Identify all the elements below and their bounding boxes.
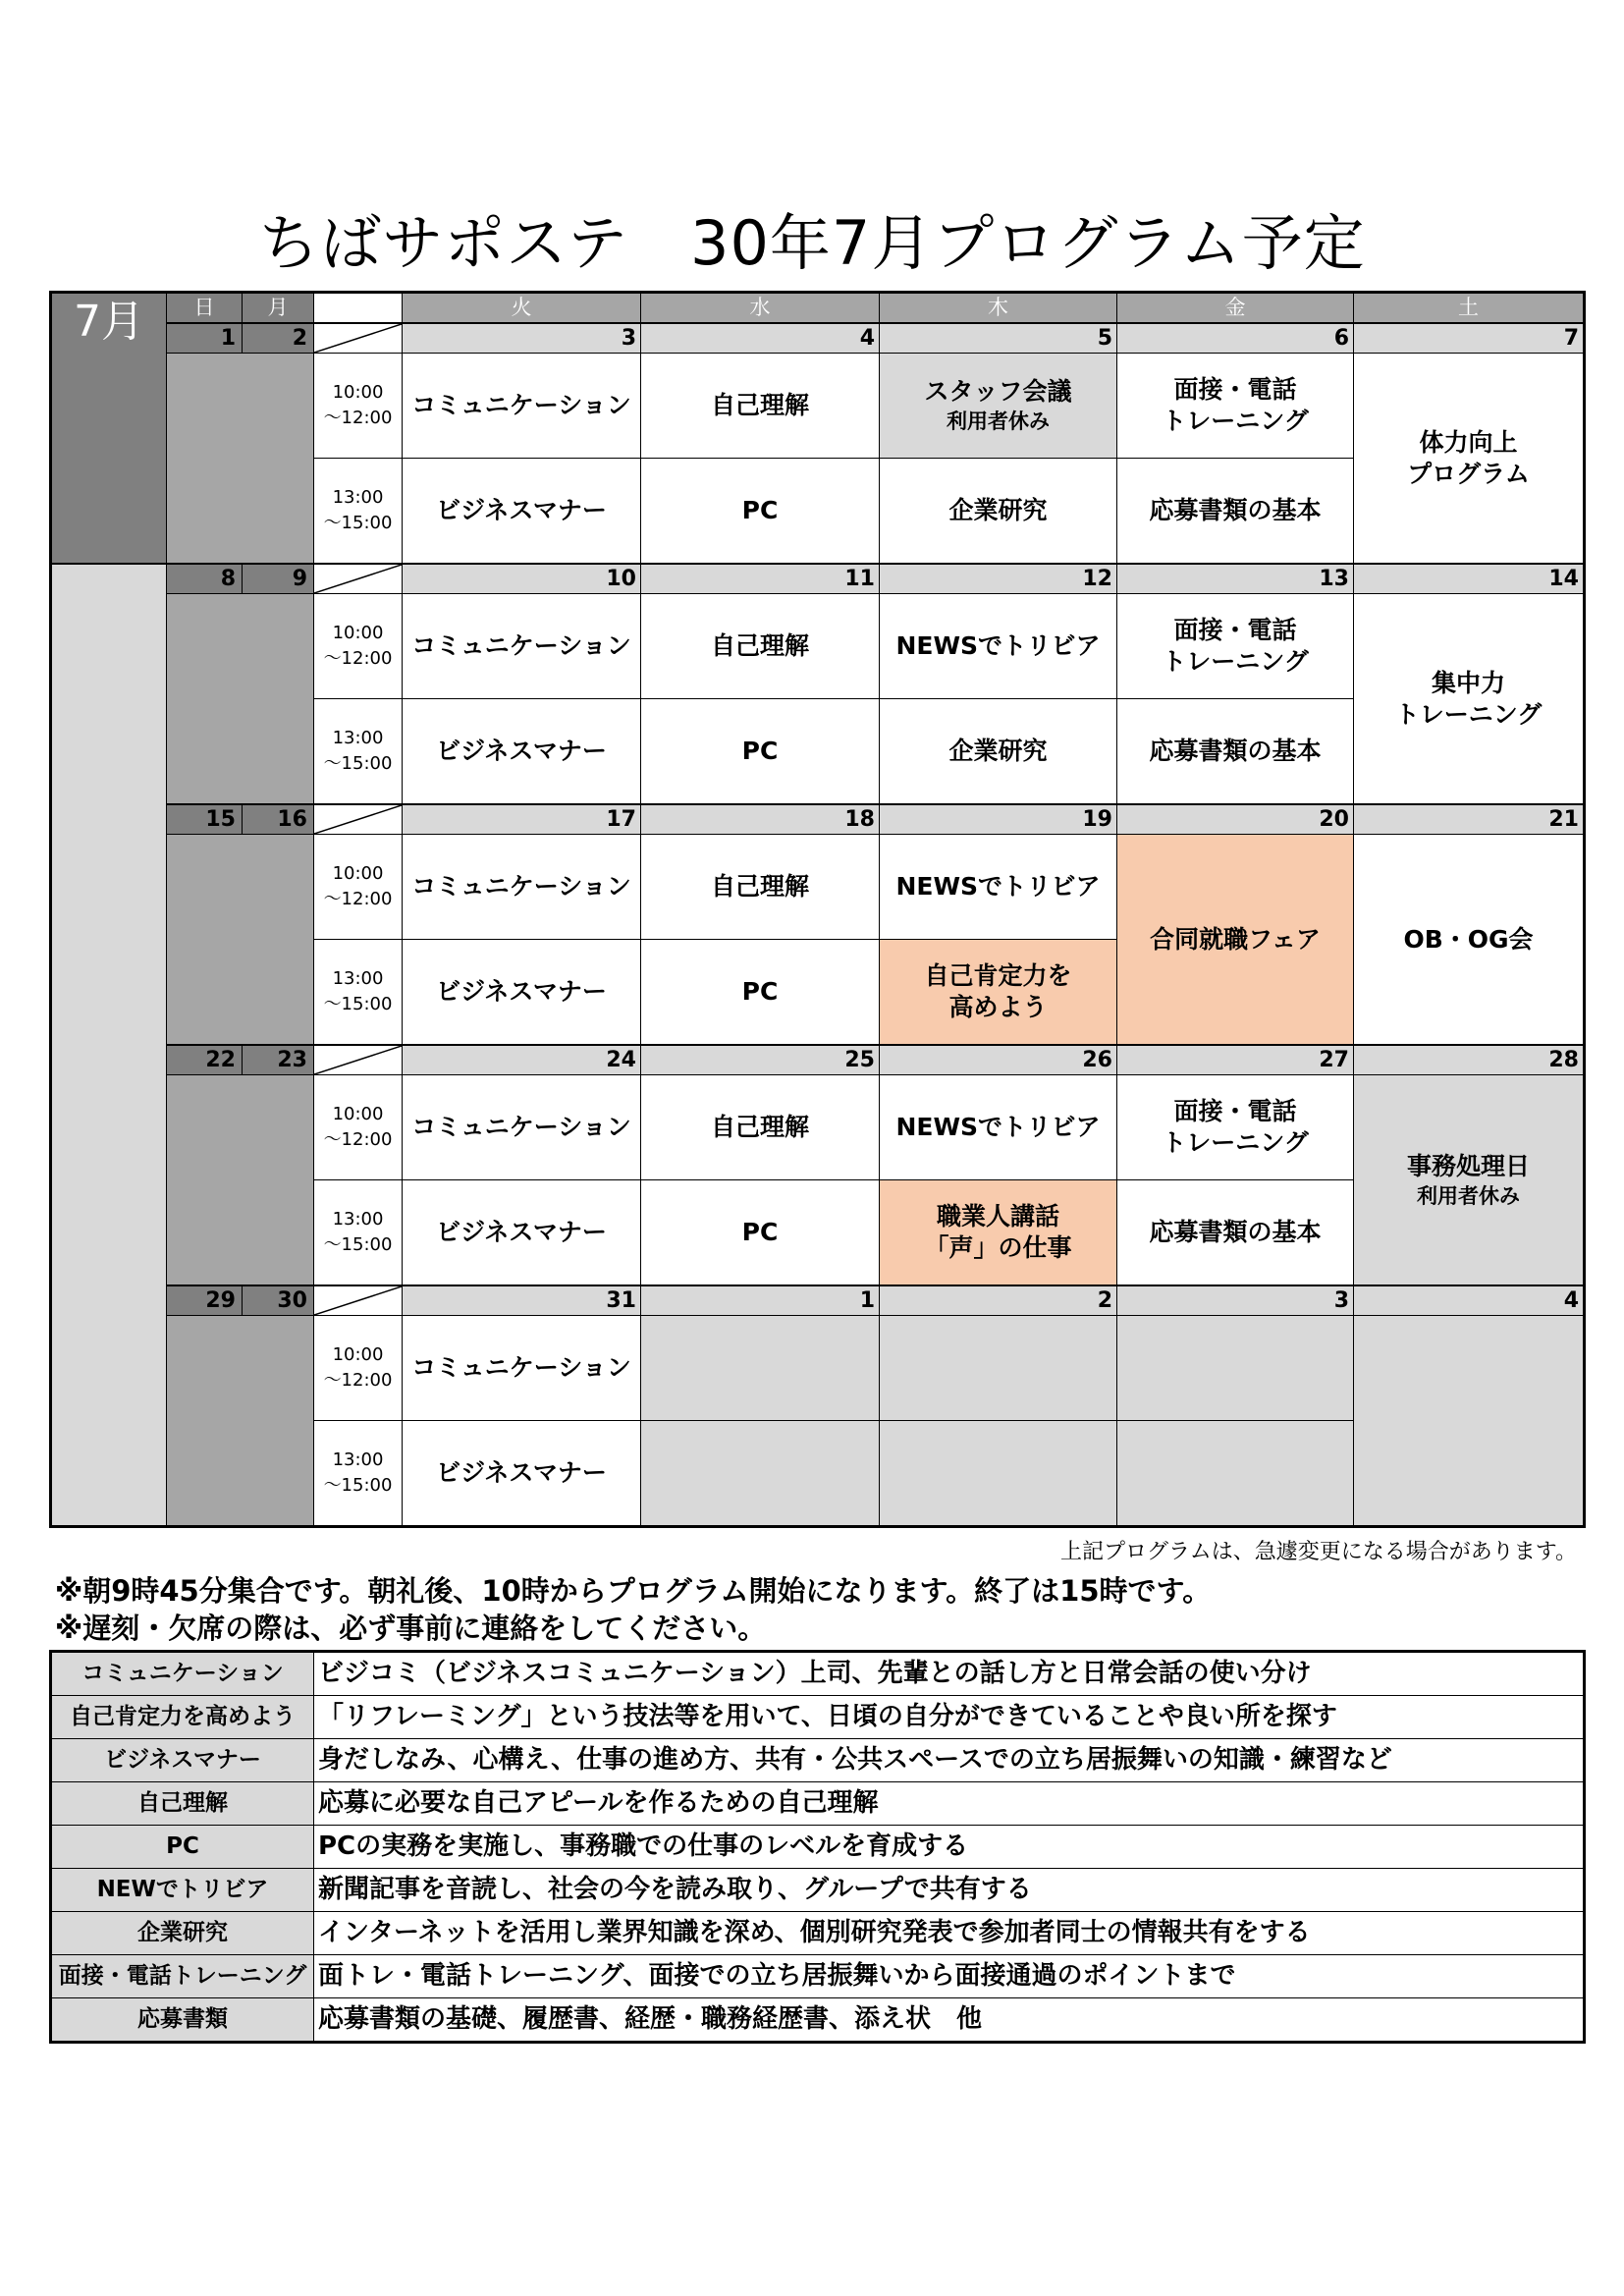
week-3-weekend-block — [167, 835, 314, 1046]
week-1-fri-am: 面接・電話 トレーニング — [1117, 354, 1354, 459]
week-3-date-mon: 16 — [243, 804, 314, 835]
legend-row — [51, 1696, 1585, 1739]
week-3-sat-all-day: OB・OG会 — [1354, 835, 1585, 1046]
header-sat: 土 — [1354, 293, 1585, 324]
week-5-date-wed: 1 — [641, 1285, 880, 1316]
week-3-date-tue: 17 — [403, 804, 641, 835]
week-1-time-pm: 13:00 ～15:00 — [314, 459, 403, 565]
legend-description: 身だしなみ、心構え、仕事の進め方、共有・公共スペースでの立ち居振舞いの知識・練習など — [314, 1739, 1585, 1782]
legend-name: 自己理解 — [51, 1782, 314, 1826]
week-5-fri-pm — [1117, 1421, 1354, 1527]
week-4-date-fri: 27 — [1117, 1045, 1354, 1075]
page-title: ちばサポステ 30年7月プログラム予定 — [258, 207, 1366, 279]
notice-meeting-time: ※朝9時45分集合です。朝礼後、10時からプログラム開始になります。終了は15時です。 — [55, 1574, 1212, 1608]
week-3-time-am: 10:00 ～12:00 — [314, 835, 403, 940]
week-1-date-wed: 4 — [641, 323, 880, 354]
program-description-table — [49, 1650, 1586, 2044]
week-1-am-row — [51, 354, 1585, 459]
header-row — [51, 293, 1585, 324]
week-2-am-row — [51, 594, 1585, 699]
change-disclaimer: 上記プログラムは、急遽変更になる場合があります。 — [1059, 1540, 1577, 1564]
week-1-sat-all-day: 体力向上 プログラム — [1354, 354, 1585, 565]
week-3-date-thu: 19 — [880, 804, 1117, 835]
week-3-date-fri: 20 — [1117, 804, 1354, 835]
week-3-am-row — [51, 835, 1585, 940]
week-2-time-am: 10:00 ～12:00 — [314, 594, 403, 699]
week-4-wed-pm: PC — [641, 1180, 880, 1286]
week-2-date-thu: 12 — [880, 564, 1117, 594]
legend-name: 応募書類 — [51, 1998, 314, 2043]
week-1-date-sun: 1 — [167, 323, 243, 354]
week-4-sat-all-day: 事務処理日 利用者休み — [1354, 1075, 1585, 1286]
week-2-date-fri: 13 — [1117, 564, 1354, 594]
legend-name: NEWでトリビア — [51, 1869, 314, 1912]
week-4-time-am: 10:00 ～12:00 — [314, 1075, 403, 1180]
week-5-tue-pm: ビジネスマナー — [403, 1421, 641, 1527]
week-3-date-row — [51, 804, 1585, 835]
week-5-date-row — [51, 1285, 1585, 1316]
legend-row — [51, 1998, 1585, 2043]
week-2-date-sun: 8 — [167, 564, 243, 594]
week-4-thu-pm: 職業人講話 「声」の仕事 — [880, 1180, 1117, 1286]
week-3-date-sun: 15 — [167, 804, 243, 835]
week-5-weekend-block — [167, 1316, 314, 1527]
month-label: 7月 — [51, 293, 167, 565]
week-2-date-tue: 10 — [403, 564, 641, 594]
week-5-date-sun: 29 — [167, 1285, 243, 1316]
week-5-date-tue: 31 — [403, 1285, 641, 1316]
legend-name: 企業研究 — [51, 1912, 314, 1955]
week-2-weekend-block — [167, 594, 314, 805]
legend-description: 応募書類の基礎、履歴書、経歴・職務経歴書、添え状 他 — [314, 1998, 1585, 2043]
week-5-sat-all-day — [1354, 1316, 1585, 1527]
week-2-thu-pm: 企業研究 — [880, 699, 1117, 805]
week-4-am-row — [51, 1075, 1585, 1180]
week-1-time-am: 10:00 ～12:00 — [314, 354, 403, 459]
week-2-date-sat: 14 — [1354, 564, 1585, 594]
schedule-calendar — [49, 291, 1586, 1528]
week-2-fri-am: 面接・電話 トレーニング — [1117, 594, 1354, 699]
legend-row — [51, 1782, 1585, 1826]
week-1-date-mon: 2 — [243, 323, 314, 354]
legend-row — [51, 1869, 1585, 1912]
week-2-sat-all-day: 集中力 トレーニング — [1354, 594, 1585, 805]
week-4-wed-am: 自己理解 — [641, 1075, 880, 1180]
header-wed: 水 — [641, 293, 880, 324]
week-5-date-fri: 3 — [1117, 1285, 1354, 1316]
month-column-fill — [51, 564, 167, 1527]
week-5-thu-pm — [880, 1421, 1117, 1527]
header-time-blank — [314, 293, 403, 324]
legend-row — [51, 1826, 1585, 1869]
week-1-date-row — [51, 323, 1585, 354]
week-3-wed-am: 自己理解 — [641, 835, 880, 940]
week-1-thu-pm: 企業研究 — [880, 459, 1117, 565]
week-1-date-sat: 7 — [1354, 323, 1585, 354]
week-5-thu-am — [880, 1316, 1117, 1421]
notice-absence: ※遅刻・欠席の際は、必ず事前に連絡をしてください。 — [55, 1612, 767, 1645]
week-5-date-mon: 30 — [243, 1285, 314, 1316]
week-4-date-sat: 28 — [1354, 1045, 1585, 1075]
week-4-date-wed: 25 — [641, 1045, 880, 1075]
legend-name: PC — [51, 1826, 314, 1869]
week-4-date-mon: 23 — [243, 1045, 314, 1075]
header-mon: 月 — [243, 293, 314, 324]
week-4-tue-am: コミュニケーション — [403, 1075, 641, 1180]
week-5-time-am: 10:00 ～12:00 — [314, 1316, 403, 1421]
week-5-date-sat: 4 — [1354, 1285, 1585, 1316]
week-3-time-pm: 13:00 ～15:00 — [314, 940, 403, 1046]
legend-name: コミュニケーション — [51, 1652, 314, 1696]
week-5-wed-pm — [641, 1421, 880, 1527]
week-1-diagonal-divider — [314, 323, 403, 354]
week-5-diagonal-divider — [314, 1285, 403, 1316]
legend-description: インターネットを活用し業界知識を深め、個別研究発表で参加者同士の情報共有をする — [314, 1912, 1585, 1955]
week-5-date-thu: 2 — [880, 1285, 1117, 1316]
legend-description: 応募に必要な自己アピールを作るための自己理解 — [314, 1782, 1585, 1826]
week-3-diagonal-divider — [314, 804, 403, 835]
week-4-diagonal-divider — [314, 1045, 403, 1075]
legend-description: ビジコミ（ビジネスコミュニケーション）上司、先輩との話し方と日常会話の使い分け — [314, 1652, 1585, 1696]
week-1-wed-am: 自己理解 — [641, 354, 880, 459]
legend-row — [51, 1739, 1585, 1782]
header-fri: 金 — [1117, 293, 1354, 324]
week-3-date-wed: 18 — [641, 804, 880, 835]
week-2-fri-pm: 応募書類の基本 — [1117, 699, 1354, 805]
week-2-time-pm: 13:00 ～15:00 — [314, 699, 403, 805]
week-5-am-row — [51, 1316, 1585, 1421]
week-4-date-row — [51, 1045, 1585, 1075]
legend-row — [51, 1652, 1585, 1696]
week-2-wed-am: 自己理解 — [641, 594, 880, 699]
week-1-date-fri: 6 — [1117, 323, 1354, 354]
week-2-date-row — [51, 564, 1585, 594]
week-1-tue-pm: ビジネスマナー — [403, 459, 641, 565]
week-3-date-sat: 21 — [1354, 804, 1585, 835]
week-1-date-tue: 3 — [403, 323, 641, 354]
header-thu: 木 — [880, 293, 1117, 324]
week-2-tue-pm: ビジネスマナー — [403, 699, 641, 805]
week-1-date-thu: 5 — [880, 323, 1117, 354]
legend-description: PCの実務を実施し、事務職での仕事のレベルを育成する — [314, 1826, 1585, 1869]
week-3-thu-pm: 自己肯定力を 高めよう — [880, 940, 1117, 1046]
week-4-date-tue: 24 — [403, 1045, 641, 1075]
week-4-fri-pm: 応募書類の基本 — [1117, 1180, 1354, 1286]
week-1-fri-pm: 応募書類の基本 — [1117, 459, 1354, 565]
week-2-date-mon: 9 — [243, 564, 314, 594]
week-4-time-pm: 13:00 ～15:00 — [314, 1180, 403, 1286]
week-4-date-thu: 26 — [880, 1045, 1117, 1075]
week-4-fri-am: 面接・電話 トレーニング — [1117, 1075, 1354, 1180]
week-2-wed-pm: PC — [641, 699, 880, 805]
week-2-tue-am: コミュニケーション — [403, 594, 641, 699]
week-2-date-wed: 11 — [641, 564, 880, 594]
week-1-tue-am: コミュニケーション — [403, 354, 641, 459]
week-2-thu-am: NEWSでトリビア — [880, 594, 1117, 699]
week-5-wed-am — [641, 1316, 880, 1421]
legend-name: 面接・電話トレーニング — [51, 1955, 314, 1998]
week-5-fri-am — [1117, 1316, 1354, 1421]
week-3-tue-pm: ビジネスマナー — [403, 940, 641, 1046]
legend-row — [51, 1912, 1585, 1955]
week-3-wed-pm: PC — [641, 940, 880, 1046]
week-3-thu-am: NEWSでトリビア — [880, 835, 1117, 940]
week-4-weekend-block — [167, 1075, 314, 1286]
week-1-thu-am: スタッフ会議 利用者休み — [880, 354, 1117, 459]
legend-row — [51, 1955, 1585, 1998]
week-4-date-sun: 22 — [167, 1045, 243, 1075]
week-4-thu-am: NEWSでトリビア — [880, 1075, 1117, 1180]
legend-name: ビジネスマナー — [51, 1739, 314, 1782]
week-5-tue-am: コミュニケーション — [403, 1316, 641, 1421]
header-sun: 日 — [167, 293, 243, 324]
week-4-tue-pm: ビジネスマナー — [403, 1180, 641, 1286]
legend-description: 面トレ・電話トレーニング、面接での立ち居振舞いから面接通過のポイントまで — [314, 1955, 1585, 1998]
week-1-weekend-block — [167, 354, 314, 565]
header-tue: 火 — [403, 293, 641, 324]
legend-name: 自己肯定力を高めよう — [51, 1696, 314, 1739]
week-5-time-pm: 13:00 ～15:00 — [314, 1421, 403, 1527]
week-3-tue-am: コミュニケーション — [403, 835, 641, 940]
legend-description: 「リフレーミング」という技法等を用いて、日頃の自分ができていることや良い所を探す — [314, 1696, 1585, 1739]
week-3-fri-all-day: 合同就職フェア — [1117, 835, 1354, 1046]
legend-description: 新聞記事を音読し、社会の今を読み取り、グループで共有する — [314, 1869, 1585, 1912]
week-2-diagonal-divider — [314, 564, 403, 594]
week-1-wed-pm: PC — [641, 459, 880, 565]
